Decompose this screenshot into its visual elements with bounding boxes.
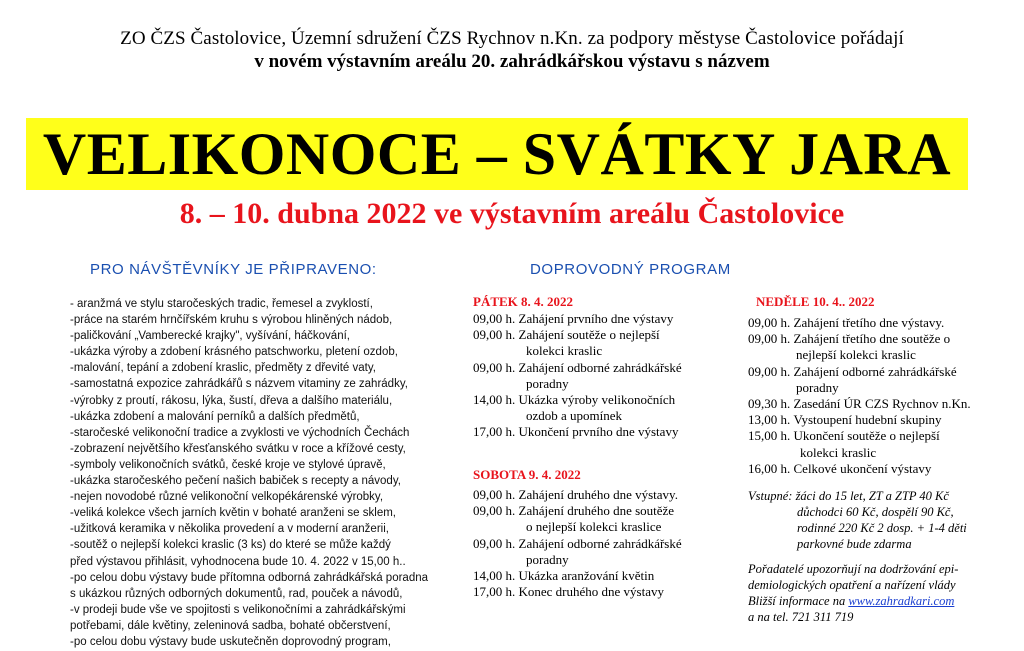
schedule-time: 14,00 h. xyxy=(473,568,516,584)
schedule-time: 17,00 h. xyxy=(473,584,516,600)
schedule-time: 09,00 h. xyxy=(473,311,516,326)
schedule-item-cont: o nejlepší kolekci kraslice xyxy=(526,519,662,535)
schedule-item: Zahájení druhého dne soutěže xyxy=(518,503,675,519)
schedule-time: 09,00 h. xyxy=(748,363,791,379)
admission-label: Vstupné: xyxy=(748,489,793,503)
schedule-item: Ukončení prvního dne výstavy xyxy=(518,424,679,440)
offer-line: -ukázka výroby a zdobení krásného patschworku, pletení ozdob, xyxy=(70,346,398,359)
website-link[interactable]: www.zahradkari.com xyxy=(848,594,955,608)
schedule-item: Konec druhého dne výstavy xyxy=(518,584,664,600)
schedule-time: 14,00 h. xyxy=(473,392,516,408)
schedule-item: Zahájení prvního dne výstavy xyxy=(518,311,674,326)
offer-line: -staročeské velikonoční tradice a zvyklosti ve východních Čechách xyxy=(70,426,410,439)
saturday-title: SOBOTA 9. 4. 2022 xyxy=(473,467,581,482)
offer-line: -užitková keramika v několika provedení a v moderní aranžerii, xyxy=(70,523,389,536)
event-dates: 8. – 10. dubna 2022 ve výstavním areálu Častolovice xyxy=(179,197,845,230)
schedule-item: Zahájení třetího dne výstavy. xyxy=(793,315,945,330)
event-title: VELIKONOCE – SVÁTKY JARA xyxy=(42,121,952,187)
visitor-offer-list xyxy=(70,296,450,650)
schedule-time: 09,00 h. xyxy=(473,503,516,519)
admission-block xyxy=(748,488,1018,552)
schedule-item: Celkové ukončení výstavy xyxy=(793,460,932,476)
intro-line-2: v novém výstavním areálu 20. zahrádkářskou výstavu s názvem xyxy=(254,51,770,72)
notice-phone: a na tel. 721 311 719 xyxy=(748,610,854,624)
intro-line-1: ZO ČZS Častolovice, Územní sdružení ČZS Rychnov n.Kn. za podpory městyse Častolovice pořádají xyxy=(120,28,904,49)
schedule-item-cont: poradny xyxy=(526,551,569,567)
schedule-item-cont: poradny xyxy=(526,375,569,391)
offer-line: -ukázka zdobení a malování perníků a dalších předmětů, xyxy=(70,410,360,423)
admission-line: parkovné bude zdarma xyxy=(797,537,912,551)
schedule-time: 13,00 h. xyxy=(748,412,791,428)
friday-title: PÁTEK 8. 4. 2022 xyxy=(473,294,574,309)
offer-line: -práce na starém hrnčířském kruhu s výrobou hliněných nádob, xyxy=(70,314,393,327)
schedule-time: 09,00 h. xyxy=(473,535,516,551)
schedule-item: Vystoupení hudební skupiny xyxy=(793,412,942,428)
offer-line: -v prodeji bude vše ve spojitosti s velikonočními a zahrádkářskými xyxy=(70,603,406,616)
program-heading: DOPROVODNÝ PROGRAM xyxy=(530,261,731,278)
schedule-time: 09,00 h. xyxy=(473,327,516,343)
sunday-schedule xyxy=(748,315,971,477)
offer-line: -po celou dobu výstavy bude uskutečněn doprovodný program, xyxy=(70,635,391,648)
schedule-item-cont: kolekci kraslic xyxy=(526,343,603,359)
offer-line: -soutěž o nejlepší kolekci kraslic (3 ks) do které se může každý xyxy=(70,539,391,552)
saturday-schedule xyxy=(473,487,682,600)
schedule-item: Zahájení třetího dne soutěže o xyxy=(793,331,951,347)
offer-line: -zobrazení největšího křesťanského svátku v roce a křížové cesty, xyxy=(70,442,406,455)
schedule-time: 09,30 h. xyxy=(748,396,791,412)
schedule-item: Zasedání ÚR CZS Rychnov n.Kn. xyxy=(793,396,971,412)
offer-line: před výstavou přihlásit, vyhodnocena bude 10. 4. 2022 v 15,00 h.. xyxy=(70,555,406,568)
offer-line: -výrobky z proutí, rákosu, lýka, šustí, dřeva a dalšího materiálu, xyxy=(70,394,393,407)
offer-line: - aranžmá ve stylu staročeských tradic, řemesel a zvyklostí, xyxy=(70,298,373,310)
schedule-time: 15,00 h. xyxy=(748,428,791,444)
notice-line: Pořadatelé upozorňují na dodržování epi- xyxy=(748,562,959,576)
schedule-item: Zahájení soutěže o nejlepší xyxy=(518,327,660,343)
offer-line: -po celou dobu výstavy bude přítomna odborná zahrádkářská poradna xyxy=(70,571,429,584)
notice-block xyxy=(748,561,1018,625)
sunday-title: NEDĚLE 10. 4.. 2022 xyxy=(756,294,875,309)
schedule-time: 09,00 h. xyxy=(748,315,791,330)
admission-line: žáci do 15 let, ZT a ZTP 40 Kč xyxy=(795,489,949,503)
offer-line: -ukázka staročeského pečení našich babiček s recepty a návody, xyxy=(70,475,401,488)
schedule-item: Ukončení soutěže o nejlepší xyxy=(793,428,940,444)
offer-line: -samostatná expozice zahrádkářů s názvem vitaminy ze zahrádky, xyxy=(70,378,408,391)
schedule-item: Ukázka výroby velikonočních xyxy=(518,392,676,408)
offer-line: -nejen novodobé různé velikonoční velkopékárenské výrobky, xyxy=(70,491,384,504)
schedule-item-cont: poradny xyxy=(796,379,839,395)
admission-line: rodinné 220 Kč 2 dosp. + 1-4 děti xyxy=(797,521,967,535)
schedule-time: 17,00 h. xyxy=(473,424,516,440)
schedule-item-cont: kolekci kraslic xyxy=(800,444,877,460)
offer-line: -symboly velikonočních svátků, české kroje ve stylové úpravě, xyxy=(70,458,386,471)
schedule-item: Zahájení odborné zahrádkářské xyxy=(793,363,957,379)
schedule-item-cont: nejlepší kolekci kraslic xyxy=(796,347,916,363)
schedule-time: 09,00 h. xyxy=(748,331,791,347)
schedule-time: 09,00 h. xyxy=(473,487,516,502)
schedule-time: 09,00 h. xyxy=(473,359,516,375)
schedule-time: 16,00 h. xyxy=(748,460,791,476)
schedule-item: Zahájení odborné zahrádkářské xyxy=(518,535,682,551)
offer-line: -paličkování „Vamberecké krajky", vyšívání, háčkování, xyxy=(70,330,350,343)
notice-line: demiologických opatření a nařízení vlády xyxy=(748,578,956,592)
admission-line: důchodci 60 Kč, dospělí 90 Kč, xyxy=(797,505,954,519)
offer-line: potřebami, dále květiny, zeleninová sadba, bohaté občerstvení, xyxy=(70,619,391,632)
offer-line: s ukázkou různých odborných dokumentů, rad, pouček a návodů, xyxy=(70,587,403,600)
schedule-item: Zahájení druhého dne výstavy. xyxy=(518,487,678,502)
offer-line: -malování, tepání a zdobení kraslic, předměty z dřevité vaty, xyxy=(70,362,376,375)
friday-schedule xyxy=(473,311,682,441)
schedule-item-cont: ozdob a upomínek xyxy=(526,408,623,424)
visitors-heading: PRO NÁVŠTĚVNÍKY JE PŘIPRAVENO: xyxy=(90,261,377,278)
offer-line: -veliká kolekce všech jarních květin v bohaté aranženi se sklem, xyxy=(70,507,396,520)
title-banner xyxy=(26,118,968,190)
notice-line: Bližší informace na xyxy=(748,594,846,608)
schedule-item: Zahájení odborné zahrádkářské xyxy=(518,359,682,375)
schedule-item: Ukázka aranžování květin xyxy=(518,568,655,584)
